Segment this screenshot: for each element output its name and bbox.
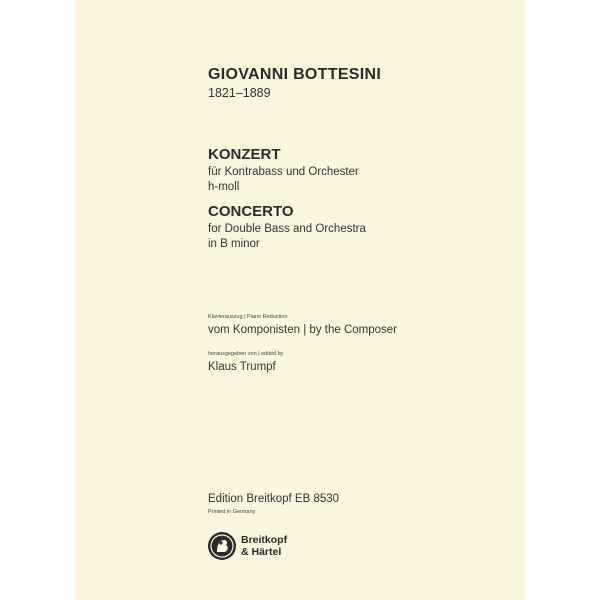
publisher-line2: & Härtel <box>241 546 282 558</box>
edition-number: Edition Breitkopf EB 8530 <box>208 493 340 505</box>
editor-name: Klaus Trumpf <box>208 361 276 373</box>
subtitle-en-line2: in B minor <box>208 238 260 250</box>
subtitle-de-line1: für Kontrabass und Orchester <box>208 166 359 178</box>
composer-dates: 1821–1889 <box>208 86 271 100</box>
subtitle-en-line1: for Double Bass and Orchestra <box>208 223 366 235</box>
reduction-label: Klavierauszug | Piano Reduction <box>208 314 288 320</box>
work-title-en: CONCERTO <box>208 203 294 220</box>
work-title-de: KONZERT <box>208 146 281 163</box>
reduction-value: vom Komponisten | by the Composer <box>208 324 397 336</box>
publisher-name <box>241 534 287 558</box>
publisher-line1: Breitkopf <box>241 534 288 546</box>
editor-label: herausgegeben von | edited by <box>208 351 284 357</box>
printed-in: Printed in Germany <box>208 509 256 515</box>
publisher <box>208 532 287 560</box>
work-subtitle-de <box>208 165 359 195</box>
title-page <box>75 0 525 600</box>
work-subtitle-en <box>208 222 366 252</box>
breitkopf-logo-icon <box>208 532 236 560</box>
subtitle-de-line2: h-moll <box>208 181 240 193</box>
composer-name: GIOVANNI BOTTESINI <box>208 66 382 83</box>
